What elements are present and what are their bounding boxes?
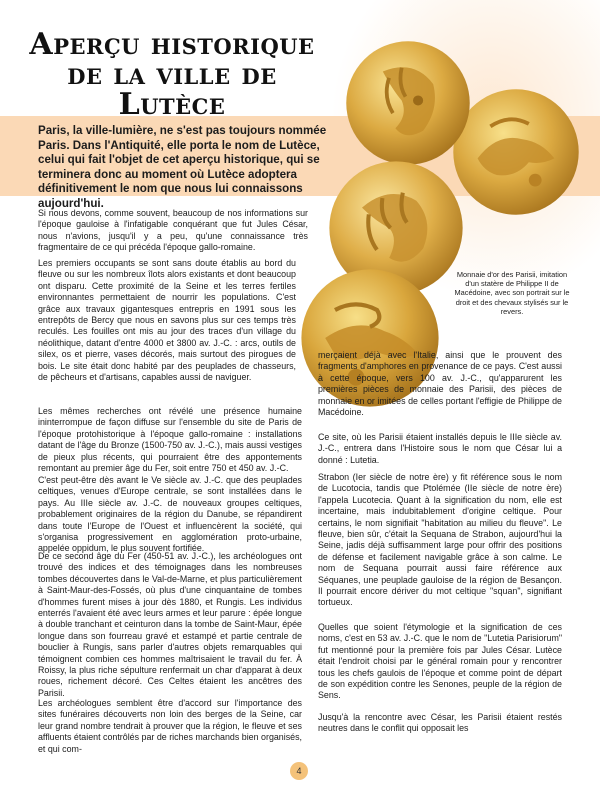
intro-paragraph: Paris, la ville-lumière, ne s'est pas toujours nommée Paris. Dans l'Antiquité, elle porta le nom de Lutèce, celui qui fait l'objet de cet aperçu historique, qui se terminera donc au moment où Lutèce adoptera définitivement le nom que nous lui connaissons aujourd'hui. (38, 124, 327, 210)
coin-head-svg (345, 40, 471, 166)
title-line-3: Lutèce (118, 87, 226, 122)
left-paragraph-3: Les mêmes recherches ont révélé une présence humaine ininterrompue de façon diffuse sur l'ensemble du site de Paris de l'époque protohistorique à l'époque gallo-romaine : installations datant de l'âge du Bronze (1500-750 av. J.-C.), mais aussi vestiges de pieux plus récents, qui pourraient être des appontements remontant au premier âge du Fer, soit entre 750 et 450 av. J.-C. (38, 406, 302, 474)
right-paragraph-5: Jusqu'à la rencontre avec César, les Parisii étaient restés neutres dans le conflit qui opposait les (318, 712, 562, 734)
left-paragraph-4: C'est peut-être dès avant le Ve siècle av. J.-C. que des peuplades celtiques, venues d'Europe centrale, se sont installées dans le pays. Au IIIe siècle av. J.-C. de nouveaux groupes celtiques, probablement originaires de la région du Danube, se répandirent dans toute l'Europe de l'Ouest et influencèrent la société, qui s'organisa progressivement en agglomération proto-urbaine, appelée oppidum, le plus souvent fortifiée. (38, 475, 302, 554)
left-paragraph-1: Si nous devons, comme souvent, beaucoup de nos informations sur l'époque gauloise à l'infatigable conquérant que fut Jules César, nous n'avions, jusqu'il y a peu, qu'une connaissance très fragmentaire de ce qui précéda l'époque gallo-romaine. (38, 208, 308, 253)
page-title (22, 27, 322, 122)
gold-coin-head-image (345, 40, 471, 166)
right-paragraph-4: Quelles que soient l'étymologie et la signification de ces noms, c'est en 53 av. J.-C. que le nom de "Lutetia Parisiorum" fut mentionné pour la première fois par Jules César. Lutèce était l'endroit choisi par le général romain pour y rencontrer tous les chefs gaulois de l'époque et comme point de départ de son expédition contre les Senones, peuple de la région de Sens. (318, 622, 562, 701)
coin-horse-svg (452, 88, 580, 216)
left-paragraph-2: Les premiers occupants se sont sans doute établis au bord du fleuve ou sur les nombreux îlots alors existants et dont beaucoup ont disparu. Cette proximité de la Seine et les terres fertiles environnantes permettaient de nourrir les populations. C'est grâce aux travaux gigantesques entrepris en 1991 sous les entrepôts de Bercy que nous en savons plus sur ces temps très reculés. Les fouilles ont mis au jour des traces d'un village du néolithique, datant d'entre 4000 et 3800 av. J.-C. : arcs, outils de silex, os et pierre, vases décorés, mais surtout des pirogues de bois. Le site était donc habité par des peuplades de chasseurs, de pêcheurs et d'artisans, capables aussi de naviguer. (38, 258, 296, 383)
left-paragraph-6: Les archéologues semblent être d'accord sur l'importance des sites funéraires découverts non loin des berges de la Seine, car leur grand nombre tendrait à prouver que la région, le fleuve et ses affluents étaient contrôlés par de riches marchands bien organisés, et qui com- (38, 698, 302, 754)
right-paragraph-1: merçaient déjà avec l'Italie, ainsi que le prouvent des fragments d'amphores en provenance de ce pays. C'est aussi à cette époque, vers 100 av. J.-C., qu'apparurent les premières pièces de monnaie des Parisii, des pièces de monnaie en or imitées de celles portant l'effigie de Philippe de Macédoine. (318, 350, 562, 418)
right-paragraph-2: Ce site, où les Parisii étaient installés depuis le IIIe siècle av. J.-C., entrera dans l'Histoire sous le nom que César lui a donné : Lutetia. (318, 432, 562, 465)
image-caption: Monnaie d'or des Parisii, imitation d'un statère de Philippe II de Macédoine, avec son portrait sur le droit et des chevaux stylisés sur le revers. (454, 270, 570, 316)
title-line-2: de la ville de (67, 57, 277, 92)
right-paragraph-3: Strabon (Ier siècle de notre ère) y fit référence sous le nom de Lucotocia, tandis que Ptolémée (IIe siècle de notre ère) l'appela Lucotecia. Quant à la signification du nom, elle est incertaine, mais indubitablement d'origine celtique. Pour certains, le nom signifiait "habitation au milieu du fleuve". Le fleuve, bien sûr, c'était la Sequana de Strabon, aujourd'hui la Seine, jadis déjà suffisamment large pour offrir des positions de défense et facilement navigable grâce à son calme. Le nom de Sequana pourrait aussi faire référence aux Séquanes, une peuplade gauloise de la région de Besançon. Il pourrait encore dériver du mot celtique "squan", signifiant tortueux. (318, 472, 562, 608)
title-line-1: Aperçu historique (29, 27, 315, 62)
left-paragraph-5: De ce second âge du Fer (450-51 av. J.-C.), les archéologues ont trouvé des indices et des témoignages dans les nombreuses tombes découvertes dans le Val-de-Marne, et plus particulièrement à Saint-Maur-des-Fossés, où plus d'une cinquantaine de tombes d'hommes furent mises à jour dès 1880, et Rungis. Les individus enterrés l'avaient été avec leurs armes et leur parure : épée longue à double tranchant et ceinturon dans la tombe de Saint-Maur, épée longue dans son fourreau gravé et estampé et partie centrale de bouclier à Rungis, sans parler d'autres objets remarquables qui témoignent combien ces hommes maîtrisaient le travail du fer. À Roissy, la plus riche sépulture renfermait un char d'apparat à deux roues, richement décoré. Ces Celtes étaient les ancêtres des Parisii. (38, 551, 302, 698)
page-number: 4 (290, 762, 308, 780)
gold-coin-horse-image (452, 88, 580, 216)
